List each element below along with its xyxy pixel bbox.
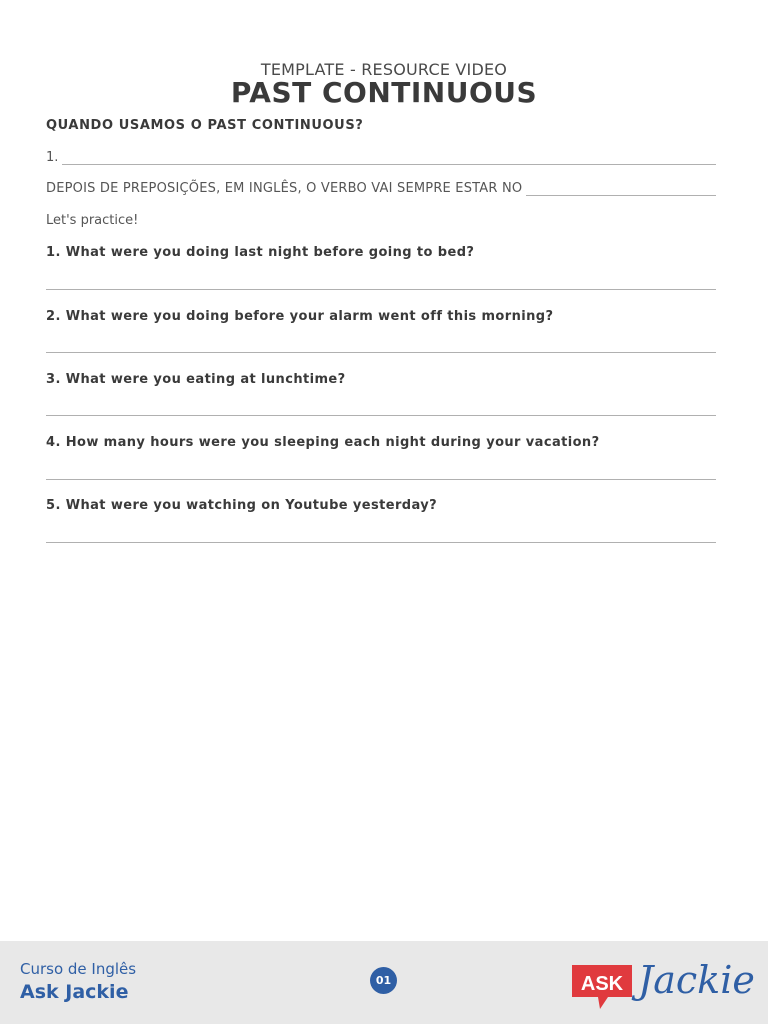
question-2: 2. What were you doing before your alarm went off this morning? xyxy=(46,309,554,324)
section-heading: QUANDO USAMOS O PAST CONTINUOUS? xyxy=(46,118,364,133)
question-1: 1. What were you doing last night before going to bed? xyxy=(46,245,475,260)
answer-line-2[interactable] xyxy=(46,352,716,353)
course-label: Curso de Inglês xyxy=(20,960,137,978)
answer-line-4[interactable] xyxy=(46,479,716,480)
answer-line-5[interactable] xyxy=(46,542,716,543)
practice-label: Let's practice! xyxy=(46,213,139,228)
logo-jackie-text: Jackie xyxy=(638,958,755,1002)
page-number-badge: 01 xyxy=(370,967,397,994)
fill-in-blank[interactable] xyxy=(62,152,716,165)
answer-line-1[interactable] xyxy=(46,289,716,290)
blank-line-1 xyxy=(46,150,716,165)
question-3: 3. What were you eating at lunchtime? xyxy=(46,372,346,387)
statement-text: DEPOIS DE PREPOSIÇÕES, EM INGLÊS, O VERBO VAI SEMPRE ESTAR NO xyxy=(46,181,523,196)
brand-label: Ask Jackie xyxy=(20,981,129,1003)
logo-ask-text: ASK xyxy=(580,973,624,995)
blank-prefix: 1. xyxy=(46,150,59,165)
footer xyxy=(0,941,768,1024)
question-5: 5. What were you watching on Youtube yesterday? xyxy=(46,498,438,513)
ask-jackie-logo xyxy=(570,951,755,1017)
statement-line xyxy=(46,181,716,196)
answer-line-3[interactable] xyxy=(46,415,716,416)
page-title: PAST CONTINUOUS xyxy=(230,76,538,109)
question-4: 4. How many hours were you sleeping each night during your vacation? xyxy=(46,435,600,450)
page-subtitle: TEMPLATE - RESOURCE VIDEO xyxy=(260,60,508,79)
statement-blank[interactable] xyxy=(526,183,716,196)
